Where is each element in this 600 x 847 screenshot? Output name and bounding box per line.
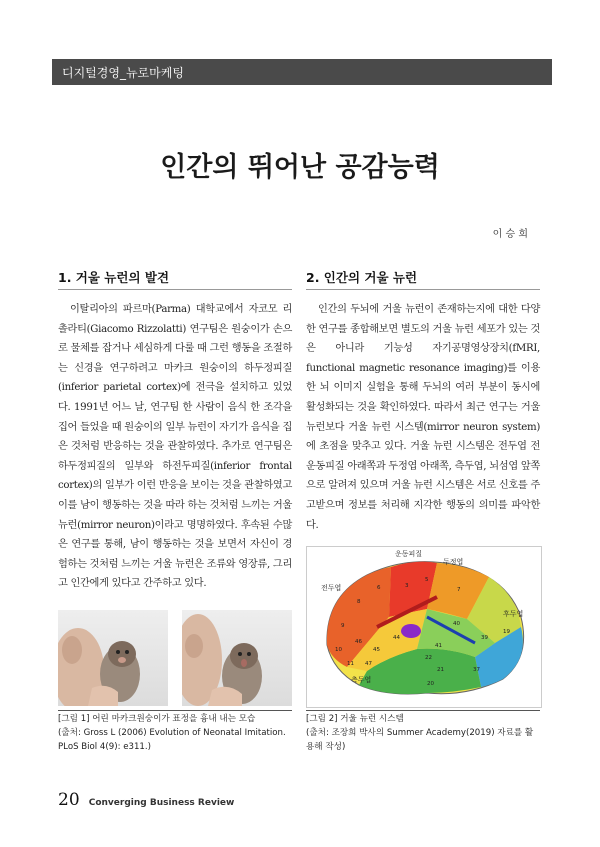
figure1-caption-source: (출처: Gross L (2006) Evolution of Neonatal Imitation. [58, 728, 286, 738]
svg-text:45: 45 [373, 647, 380, 653]
section1-heading: 1. 거울 뉴런의 발견 [58, 270, 170, 285]
svg-text:20: 20 [427, 681, 434, 687]
label-occipital: 후두엽 [503, 610, 524, 618]
label-temporal: 측두엽 [351, 676, 372, 684]
svg-text:41: 41 [435, 643, 442, 649]
section2-paragraph: 인간의 두뇌에 거울 뉴런이 존재하는지에 대한 다양한 연구를 종합해보면 별도의 거울 뉴런 세포가 있는 것은 아니라 기능성 자기공명영상장치(fMRI, functional magnetic resonance imaging)를 이용한 뇌 이미지 실험을 통해 두뇌의 여러 부분이 동시에 활성화되는 것을 확인하였다. 따라서 최근 연구는 거울 뉴런보다 거울 뉴런 시스템(mirror neuron system)에 초점을 맞추고 있다. 거울 뉴런 시스템은 전두엽 전운동피질 아래쪽과 두정엽 아래쪽, 측두엽, 뇌섬엽 앞쪽으로 알려져 있으며 거울 뉴런 시스템은 서로 신호를 주고받으며 정보를 처리해 지각한 행동의 의미를 파악한다. [306, 304, 540, 531]
svg-text:37: 37 [473, 667, 480, 673]
section1-body [58, 300, 292, 594]
section2-heading: 2. 인간의 거울 뉴런 [306, 270, 418, 285]
svg-text:19: 19 [503, 629, 510, 635]
svg-text:47: 47 [365, 661, 372, 667]
figure2-caption [306, 712, 546, 754]
page-number: 20 [58, 790, 80, 810]
svg-text:3: 3 [405, 583, 409, 589]
svg-text:8: 8 [357, 599, 361, 605]
svg-text:10: 10 [335, 647, 342, 653]
figure2-caption-rule [306, 710, 540, 711]
section1-paragraph: 이탈리아의 파르마(Parma) 대학교에서 자코모 리촐라티(Giacomo Rizzolatti) 연구팀은 원숭이가 손으로 물체를 잡거나 세심하게 다룰 때 그런 행동을 조절하는 신경을 연구하려고 마카크 원숭이의 하두정피질(inferior parietal cortex)에 전극을 설치하고 있었다. 1991년 어느 날, 연구팀 한 사람이 음식 한 조각을 집어 들었을 때 원숭이의 일부 뉴런이 자기가 음식을 집은 것처럼 반응하는 것을 관찰하였다. 추가로 연구팀은 하두정피질의 일부와 하전두피질(inferior frontal cortex)의 일부가 이런 반응을 보이는 것을 관찰하였고 이를 남이 행동하는 것을 따라 하는 것처럼 느끼는 거울 뉴런(mirror neuron)이라고 명명하였다. 후속된 수많은 연구를 통해, 남이 행동하는 것을 보면서 자신이 경험하는 것처럼 느끼는 거울 뉴런은 조류와 영장류, 그리고 인간에게 있다고 간주하고 있다. [58, 304, 292, 590]
svg-text:40: 40 [453, 621, 460, 627]
svg-text:46: 46 [355, 639, 362, 645]
figure1-caption-source-cont: PLoS Biol 4(9): e311.) [58, 742, 151, 752]
figure1-photo [58, 610, 292, 706]
svg-text:9: 9 [341, 623, 345, 629]
page-footer [58, 790, 234, 810]
svg-text:22: 22 [425, 655, 432, 661]
section2-rule [306, 289, 540, 290]
figure1-caption-rule [58, 710, 292, 711]
svg-text:11: 11 [347, 661, 354, 667]
svg-text:5: 5 [425, 577, 429, 583]
section1-rule [58, 289, 292, 290]
section2-body [306, 300, 540, 535]
figure2-caption-source-cont: 용해 작성) [306, 742, 346, 752]
figure1-caption-title: [그림 1] 어린 마카크원숭이가 표정을 흉내 내는 모습 [58, 714, 256, 724]
figure2-brain-map [306, 546, 542, 708]
svg-text:44: 44 [393, 635, 400, 641]
label-motor-cortex: 운동피질 [395, 550, 423, 558]
svg-text:7: 7 [457, 587, 461, 593]
svg-text:39: 39 [481, 635, 488, 641]
figure2-caption-title: [그림 2] 거울 뉴런 시스템 [306, 714, 404, 724]
figure2-caption-source: (출처: 조장희 박사의 Summer Academy(2019) 자료를 활 [306, 728, 534, 738]
publication-name: Converging Business Review [88, 798, 235, 808]
figure1-caption [58, 712, 298, 754]
label-frontal: 전두엽 [321, 584, 342, 592]
section-label-bar [52, 59, 552, 85]
article-title: 인간의 뛰어난 공감능력 [160, 152, 440, 183]
author-name: 이 승 희 [492, 229, 528, 240]
svg-text:21: 21 [437, 667, 444, 673]
photo-panel-left [58, 610, 168, 706]
label-parietal: 두정엽 [443, 558, 464, 566]
photo-panel-right [182, 610, 292, 706]
section-label: 디지털경영_뉴로마케팅 [62, 66, 184, 80]
svg-text:6: 6 [377, 585, 381, 591]
